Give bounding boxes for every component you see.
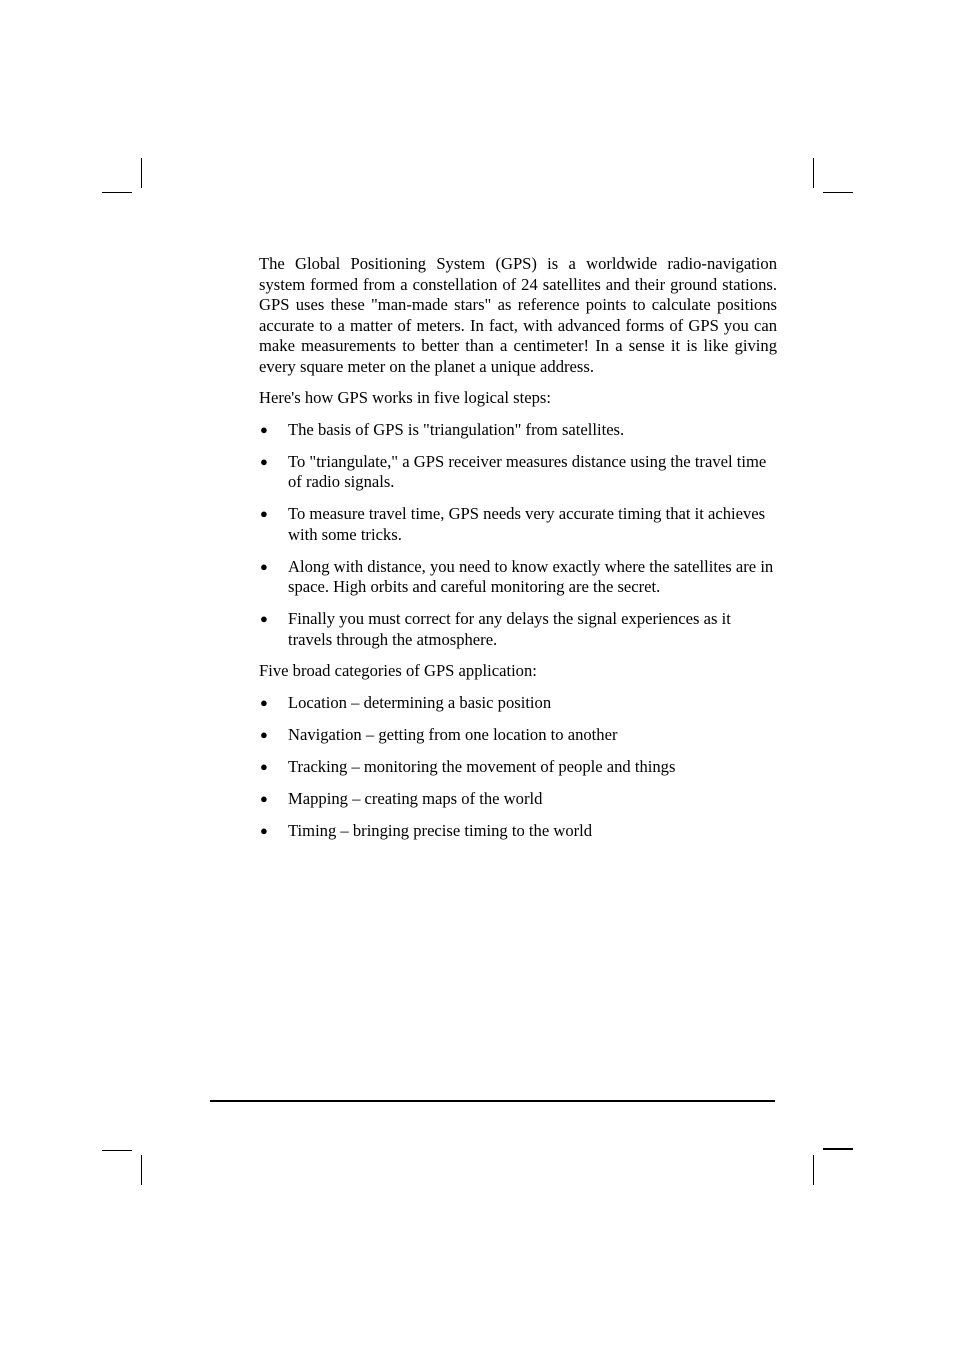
steps-heading: Here's how GPS works in five logical steps: — [259, 388, 551, 408]
list-item — [259, 420, 777, 441]
crop-mark-bottom-right-vertical — [813, 1155, 814, 1185]
crop-mark-bottom-right-horizontal — [823, 1148, 853, 1150]
crop-mark-top-left-vertical — [141, 158, 142, 188]
bullet-icon: ● — [260, 758, 268, 774]
list-item — [259, 725, 777, 746]
footer-rule — [210, 1100, 775, 1102]
application-text: Navigation – getting from one location to another — [288, 724, 618, 744]
bullet-icon: ● — [260, 558, 268, 574]
bullet-icon: ● — [260, 611, 268, 627]
application-text: Timing – bringing precise timing to the world — [288, 820, 593, 840]
list-item — [259, 821, 777, 842]
crop-mark-top-right-horizontal — [823, 192, 853, 193]
applications-list — [259, 693, 777, 842]
crop-mark-top-right-vertical — [813, 158, 814, 188]
bullet-icon: ● — [260, 790, 268, 806]
bullet-icon: ● — [260, 726, 268, 742]
step-text: The basis of GPS is "triangulation" from satellites. — [288, 419, 625, 439]
crop-mark-bottom-left-horizontal — [102, 1150, 132, 1151]
crop-mark-bottom-left-vertical — [141, 1155, 142, 1185]
step-text: Finally you must correct for any delays the signal experiences as it travels through the atmosphere. — [288, 609, 731, 650]
list-item — [259, 609, 777, 650]
list-item — [259, 452, 777, 493]
bullet-icon: ● — [260, 421, 268, 437]
step-text: To "triangulate," a GPS receiver measures distance using the travel time of radio signals. — [288, 451, 767, 492]
page-body — [259, 254, 777, 853]
list-item — [259, 693, 777, 714]
application-text: Tracking – monitoring the movement of people and things — [288, 756, 676, 776]
list-item — [259, 789, 777, 810]
intro-paragraph: The Global Positioning System (GPS) is a worldwide radio-navigation system formed from a constellation of 24 satellites and their ground stations. GPS uses these "man-made stars" as reference points to calculate positions accurate to a matter of meters. In fact, with advanced forms of GPS you can make measurements to better than a centimeter! In a sense it is like giving every square meter on the planet a unique address. — [259, 254, 777, 376]
step-text: To measure travel time, GPS needs very accurate timing that it achieves with some tricks. — [288, 504, 766, 544]
bullet-icon: ● — [260, 822, 268, 838]
bullet-icon: ● — [260, 506, 268, 522]
application-text: Mapping – creating maps of the world — [288, 788, 543, 808]
bullet-icon: ● — [260, 453, 268, 469]
step-text: Along with distance, you need to know exactly where the satellites are in space. High orbits and careful monitoring are the secret. — [288, 556, 774, 597]
application-text: Location – determining a basic position — [288, 692, 552, 712]
list-item — [259, 504, 777, 545]
list-item — [259, 757, 777, 778]
crop-mark-top-left-horizontal — [102, 192, 132, 193]
applications-heading: Five broad categories of GPS application: — [259, 661, 537, 681]
steps-list — [259, 420, 777, 651]
bullet-icon: ● — [260, 694, 268, 710]
list-item — [259, 557, 777, 598]
